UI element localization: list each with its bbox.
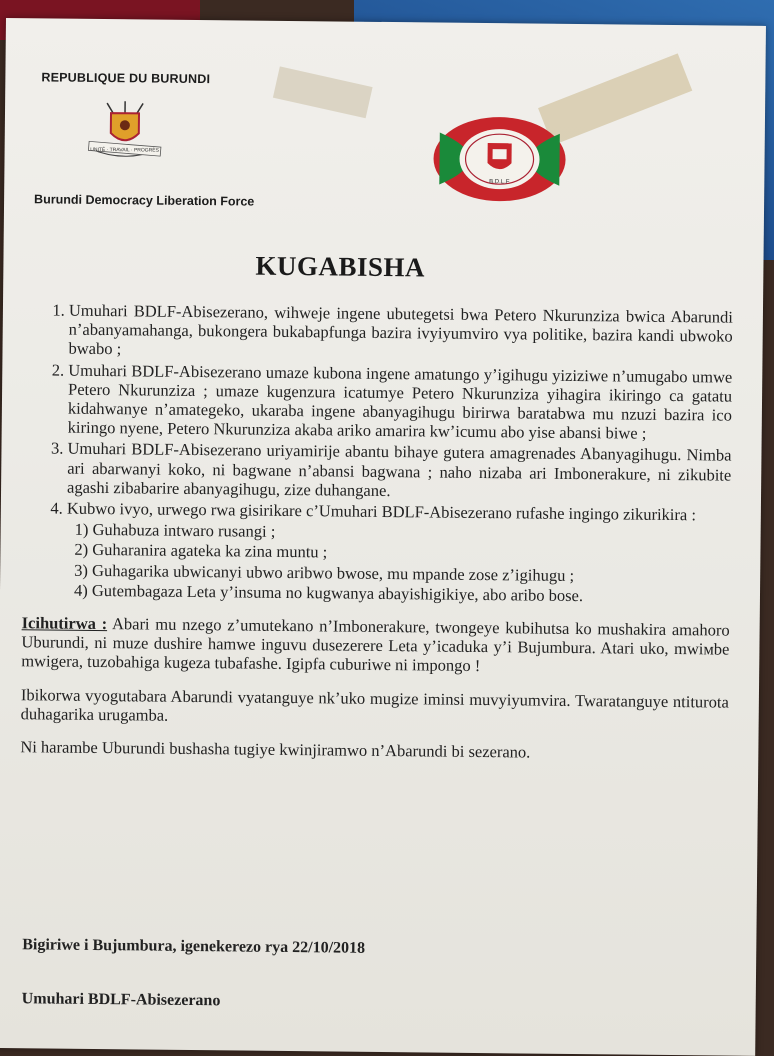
- list-item: [66, 499, 731, 607]
- signatory: Umuhari BDLF-Abisezerano: [22, 990, 221, 1010]
- sub-list-item: 1) Guhabuza intwaro rusangi ;: [75, 520, 731, 546]
- numbered-list: [22, 300, 733, 606]
- sub-list-item: 3) Guhagarika ubwicanyi ubwo aribwo bwose, mu mpande zose z’igihugu ;: [74, 560, 730, 586]
- emblem-label: B.D.L.F: [489, 179, 510, 185]
- sub-list-item: 4) Gutembagaza Leta y’insuma no kugwanya abayishigikiye, abo aribo bose.: [74, 581, 730, 607]
- urgent-note-text: Abari mu nzego z’umutekano n’Imbonerakure, twongeye kubihutsa ko mushakira amahoro Uburundi, ni muze dushire hamwe inguvu dusezerere Leta y’icaduka y’i Bujumbura. Atari uko, mwiмbe mwigera, tuzobahiga kugeza tubafashe. Igipfa cuburiwe ni impongo !: [21, 614, 730, 675]
- sub-list: [66, 520, 731, 607]
- paragraph: Ibikorwa vyogutabara Abarundi vyatanguye nk’uko mugize iminsi muvyiyumvira. Twaratanguye ntiturota duhagarika urugamba.: [21, 685, 729, 731]
- place-and-date: Bigiriwe i Bujumbura, igenekerezo rya 22/10/2018: [22, 936, 365, 958]
- coat-of-arms-icon: [76, 99, 173, 172]
- coat-of-arms-motto: UNITÉ · TRAVAIL · PROGRÈS: [90, 146, 159, 154]
- document-body: [20, 300, 733, 764]
- document-title: KUGABISHA: [255, 251, 425, 284]
- list-item: 2. Umuhari BDLF-Abisezerano umaze kubona ingene amatungo y’igihugu yiziziwe n’umugabo umwe Petero Nkurunziza ; umaze kugenzura icatumye Petero Nkurunziza yihagira ikiringo ca gatatu kidahwanye n’amategeko, ukaraba ingene abanyagihugu birirwa baratabwa mu nzuzi bazira ico kiringo nyene, Petero Nkurunziza akaba ariko amarira kw’icumu abo yise abansi biwe ;: [68, 360, 733, 444]
- organization-name: Burundi Democracy Liberation Force: [34, 192, 254, 208]
- urgent-note-label: Icihutirwa :: [22, 613, 108, 633]
- urgent-note: [21, 613, 730, 678]
- sub-list-item: 2) Guharanira agateka ka zina muntu ;: [74, 540, 730, 566]
- letterhead-left: [35, 70, 210, 86]
- list-item-text: Kubwo ivyo, urwego rwa gisirikare c’Umuhari BDLF-Abisezerano rufashe ingingo zikurikira :: [67, 499, 696, 525]
- list-item: 1. Umuhari BDLF-Abisezerano, wihweje ingene ubutegetsi bwa Petero Nkurunziza bwica Abarundi n’abanyamahanga, bukongera bukabapfunga bazira ivyiyumviro vya politike, bazira kandi ubwoko bwabo ;: [68, 301, 733, 366]
- bdlf-emblem-icon: [429, 112, 570, 205]
- list-item: 3. Umuhari BDLF-Abisezerano uriyamirije abantu bihaye guterа amagrenades Abanyagihugu. Nimba ari abarwanyi koko, ni bagwane n’abansi bagwana ; naho nizaba ari Imbonerakure, ni zikubite agashi zibabarire abanyagihugu, zize duhangane.: [67, 439, 732, 504]
- republic-heading: REPUBLIQUE DU BURUNDI: [41, 70, 210, 86]
- closing-paragraph: Ni harambe Uburundi bushasha tugiye kwinjiramwo n’Abarundi bi sezerano.: [20, 737, 728, 764]
- tape-strip-left: [273, 66, 373, 118]
- document-sheet: [0, 18, 766, 1056]
